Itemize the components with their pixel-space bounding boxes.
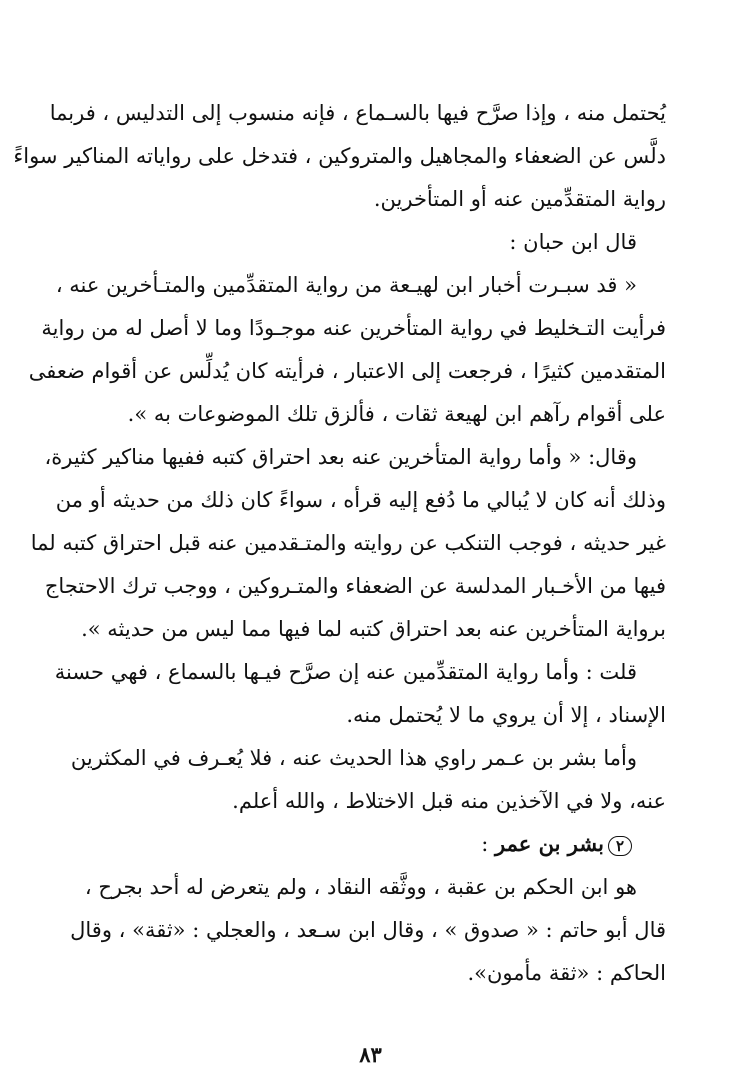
text-line: فرأيت التـخليط في رواية المتأخرين عنه موجـودًا وما لا أصل له من رواية <box>41 316 666 340</box>
text-line: المتقدمين كثيرًا ، فرجعت إلى الاعتبار ، فرأيته كان يُدلِّس عن أقوام ضعفى <box>28 359 666 383</box>
entry-title: بشر بن عمر <box>495 831 604 856</box>
text-line: فيها من الأخـبار المدلسة عن الضعفاء والمتـروكين ، ووجب ترك الاحتجاج <box>44 574 666 598</box>
text-line: دلَّس عن الضعفاء والمجاهيل والمتروكين ، فتدخل على رواياته المناكير سواءً <box>13 144 666 168</box>
text-line: يُحتمل منه ، وإذا صرَّح فيها بالسـماع ، فإنه منسوب إلى التدليس ، فربما <box>49 101 666 125</box>
text-line: قال ابن حبان : <box>509 230 637 254</box>
text-line: « قد سبـرت أخبار ابن لهيـعة من رواية المتقدِّمين والمتـأخرين عنه ، <box>55 273 637 297</box>
text-line: برواية المتأخرين عنه بعد احتراق كتبه لما فيها مما ليس من حديثه ». <box>81 617 666 641</box>
entry-title-suffix: : <box>481 832 496 856</box>
entry-number-badge: ٢ <box>608 836 632 856</box>
text-line: هو ابن الحكم بن عقبة ، ووثَّقه النقاد ، ولم يتعرض له أحد بجرح ، <box>84 875 637 899</box>
text-line: على أقوام رآهم ابن لهيعة ثقات ، فألزق تلك الموضوعات به ». <box>127 402 666 426</box>
text-line: غير حديثه ، فوجب التنكب عن روايته والمتـقدمين عنه قبل احتراق كتبه لما <box>30 531 666 555</box>
entry-heading <box>92 824 632 864</box>
text-line: وقال: « وأما رواية المتأخرين عنه بعد احتراق كتبه ففيها مناكير كثيرة، <box>44 445 637 469</box>
text-line: عنه، ولا في الآخذين منه قبل الاختلاط ، والله أعلم. <box>232 789 666 813</box>
text-line: وأما بشر بن عـمر راوي هذا الحديث عنه ، فلا يُعـرف في المكثرين <box>70 746 637 770</box>
text-line: الإسناد ، إلا أن يروي ما لا يُحتمل منه. <box>346 703 666 727</box>
text-line: وذلك أنه كان لا يُبالي ما دُفع إليه قرأه ، سواءً كان ذلك من حديثه أو من <box>55 488 666 512</box>
page-number: ٨٣ <box>359 1042 382 1067</box>
text-line: قال أبو حاتم : « صدوق » ، وقال ابن سـعد ، والعجلي : «ثقة» ، وقال <box>70 918 666 942</box>
text-line: قلت : وأما رواية المتقدِّمين عنه إن صرَّح فيـها بالسماع ، فهي حسنة <box>54 660 637 684</box>
text-line: الحاكم : «ثقة مأمون». <box>467 961 666 985</box>
text-line: رواية المتقدِّمين عنه أو المتأخرين. <box>373 187 666 211</box>
